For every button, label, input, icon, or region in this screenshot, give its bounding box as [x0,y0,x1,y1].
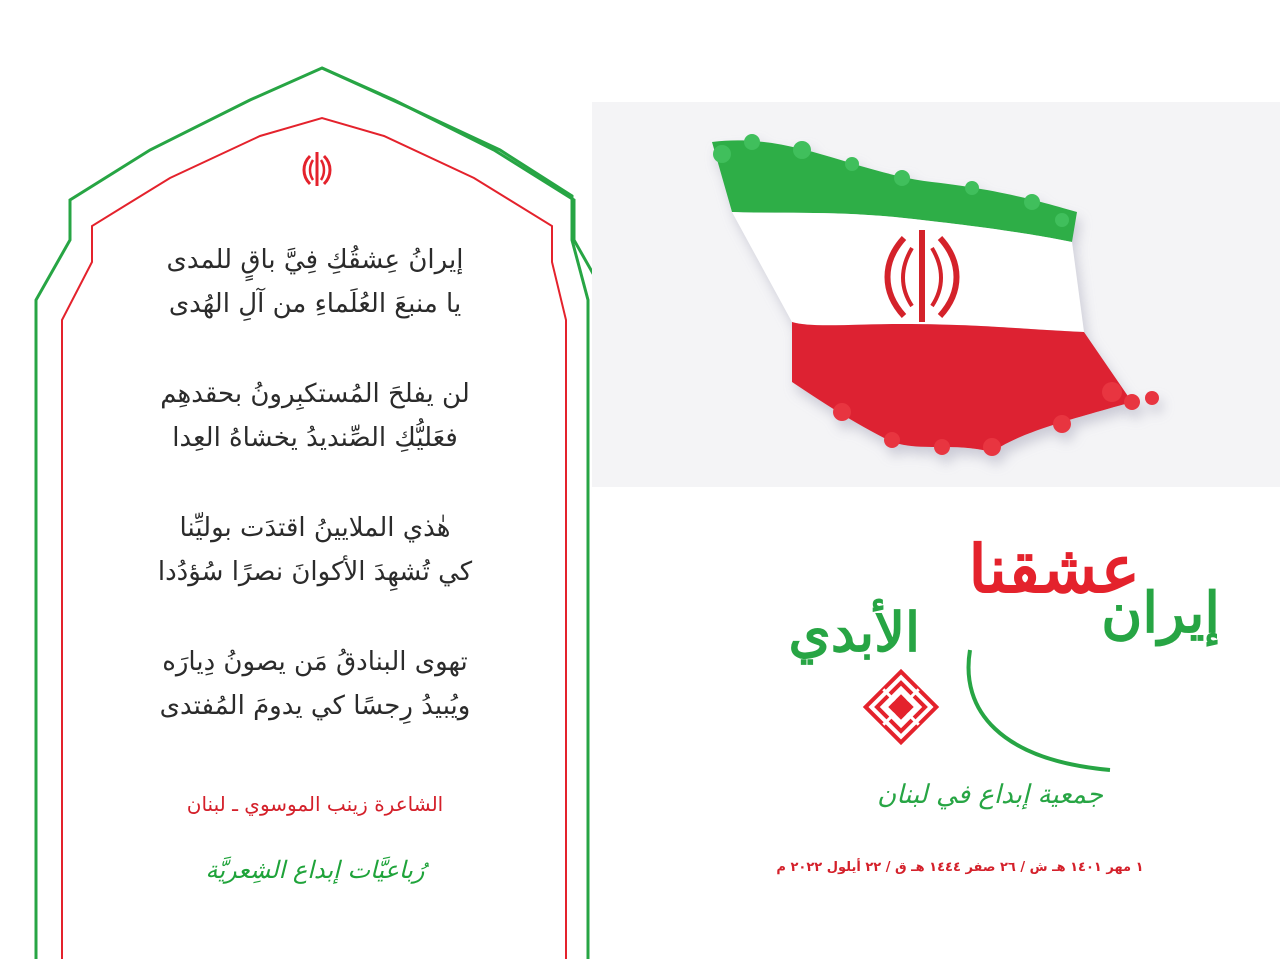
society-logo-text: جمعية إبداع في لبنان [877,780,1103,810]
verse: لن يفلحَ المُستكبِرونُ بحقدهِم [160,379,470,409]
stanza-4 [110,640,520,728]
verse: يا منبعَ العُلَماءِ من آلِ الهُدى [168,289,462,319]
stanza-3 [110,506,520,594]
collection-title: رُباعيَّات إبداع الشِعريَّة [205,856,425,884]
kufic-seal-icon [862,668,940,746]
verse: كي تُشهِدَ الأكوانَ نصرًا سُؤدُدا [157,557,473,587]
stanza-1 [110,238,520,326]
verse: فعَليُّكِ الصِّنديدُ يخشاهُ العِدا [172,423,458,453]
title-part-iran: إيران [1101,580,1220,646]
title-part-our-love: عشقنا [968,530,1140,608]
iran-flag-image [592,102,1280,487]
poet-credit: الشاعرة زينب الموسوي ـ لبنان [186,792,444,816]
flag-red-band [792,322,1132,452]
calligraphy-swoosh [960,640,1120,780]
verse: تهوى البنادقُ مَن يصونُ دِيارَه [162,647,468,677]
verse: ويُبيدُ رِجسًا كي يدومَ المُفتدى [159,691,471,721]
verse: إيرانُ عِشقُكِ فِيَّ باقٍ للمدى [166,245,464,275]
title-part-eternal: الأبدي [788,600,920,664]
stanza-2 [110,372,520,460]
date-line: ١ مهر ١٤٠١ هـ ش / ٢٦ صفر ١٤٤٤ هـ ق / ٢٢ أيلول ٢٠٢٢ م [776,860,1144,875]
verse: هٰذي الملايينُ اقتدَت بوليِّنا [179,513,451,543]
poem [110,238,520,774]
iran-emblem-icon [296,148,338,190]
